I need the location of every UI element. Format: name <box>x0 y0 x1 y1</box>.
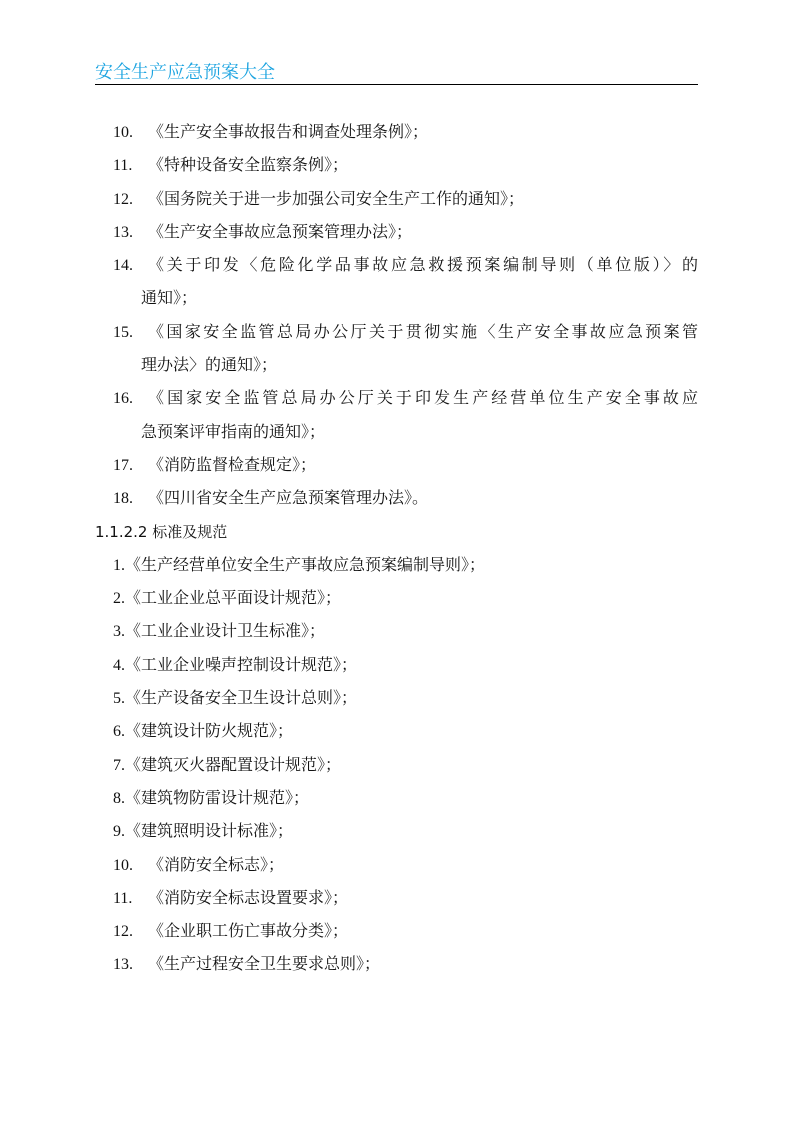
item-text: 《消防安全标志》； <box>148 856 285 874</box>
item-number: 18. <box>113 490 133 508</box>
list-item <box>0 449 793 482</box>
list-item <box>0 149 793 182</box>
item-text: 《国务院关于进一步加强公司安全生产工作的通知》； <box>148 190 525 208</box>
item-text: 《建筑灭火器配置设计规范》； <box>125 756 342 774</box>
item-number: 8. <box>113 789 125 807</box>
section-heading: 1.1.2.2 标准及规范 <box>95 522 228 541</box>
item-number: 14. <box>113 257 133 275</box>
item-text: 《消防监督检查规定》； <box>148 456 317 474</box>
list-item <box>0 649 793 682</box>
list-item <box>0 882 793 915</box>
item-number: 11. <box>113 889 133 907</box>
item-text: 《企业职工伤亡事故分类》； <box>148 923 349 941</box>
list-item <box>0 615 793 648</box>
item-text: 《生产设备安全卫生设计总则》； <box>125 690 358 708</box>
header-rule <box>95 84 698 85</box>
document-body <box>0 116 793 982</box>
item-number: 12. <box>113 923 133 941</box>
item-text: 《工业企业设计卫生标准》； <box>125 623 326 641</box>
list-item <box>0 948 793 981</box>
item-text: 《国家安全监管总局办公厅关于贯彻实施〈生产安全事故应急预案管 <box>148 323 698 341</box>
item-text-continuation: 通知》； <box>141 290 198 308</box>
item-number: 7. <box>113 756 125 774</box>
item-text: 《工业企业总平面设计规范》； <box>125 590 342 608</box>
list-item <box>0 249 793 282</box>
list-item <box>0 682 793 715</box>
item-text: 《建筑设计防火规范》； <box>125 723 294 741</box>
list-item <box>0 715 793 748</box>
item-text: 《特种设备安全监察条例》； <box>148 157 349 175</box>
item-text: 《建筑物防雷设计规范》； <box>125 789 310 807</box>
item-number: 2. <box>113 590 125 608</box>
list-item <box>0 915 793 948</box>
item-number: 6. <box>113 723 125 741</box>
item-number: 13. <box>113 956 133 974</box>
item-text: 《关于印发〈危险化学品事故应急救援预案编制导则（单位版）〉的 <box>148 257 698 275</box>
list-item <box>0 782 793 815</box>
list-item <box>0 216 793 249</box>
list-item-continuation <box>0 349 793 382</box>
item-text: 《生产过程安全卫生要求总则》； <box>148 956 381 974</box>
item-text: 《建筑照明设计标准》； <box>125 823 294 841</box>
item-number: 12. <box>113 190 133 208</box>
list-item <box>0 549 793 582</box>
list-item-continuation <box>0 416 793 449</box>
list-item <box>0 183 793 216</box>
item-text-continuation: 急预案评审指南的通知》； <box>141 423 326 441</box>
item-number: 3. <box>113 623 125 641</box>
item-number: 4. <box>113 656 125 674</box>
list-item <box>0 116 793 149</box>
item-number: 10. <box>113 856 133 874</box>
list-item <box>0 482 793 515</box>
item-text: 《工业企业噪声控制设计规范》； <box>125 656 358 674</box>
item-number: 15. <box>113 323 133 341</box>
item-text: 《生产经营单位安全生产事故应急预案编制导则》； <box>125 556 486 574</box>
list-item <box>0 815 793 848</box>
list-item-continuation <box>0 282 793 315</box>
item-number: 10. <box>113 124 133 141</box>
item-number: 11. <box>113 157 133 175</box>
item-number: 5. <box>113 690 125 708</box>
item-number: 17. <box>113 456 133 474</box>
running-header-title: 安全生产应急预案大全 <box>95 62 275 83</box>
item-number: 16. <box>113 390 133 408</box>
item-number: 13. <box>113 223 133 241</box>
item-number: 9. <box>113 823 125 841</box>
list-item <box>0 749 793 782</box>
item-text: 《生产安全事故应急预案管理办法》； <box>148 223 413 241</box>
item-text-continuation: 理办法〉的通知》； <box>141 357 278 375</box>
list-item <box>0 316 793 349</box>
item-number: 1. <box>113 556 125 574</box>
list-item <box>0 382 793 415</box>
item-text: 《四川省安全生产应急预案管理办法》。 <box>148 490 429 508</box>
item-text: 《生产安全事故报告和调查处理条例》； <box>148 124 429 141</box>
item-text: 《消防安全标志设置要求》； <box>148 889 349 907</box>
section-heading-line <box>0 516 793 549</box>
list-item <box>0 849 793 882</box>
list-item <box>0 582 793 615</box>
item-text: 《国家安全监管总局办公厅关于印发生产经营单位生产安全事故应 <box>148 390 698 408</box>
